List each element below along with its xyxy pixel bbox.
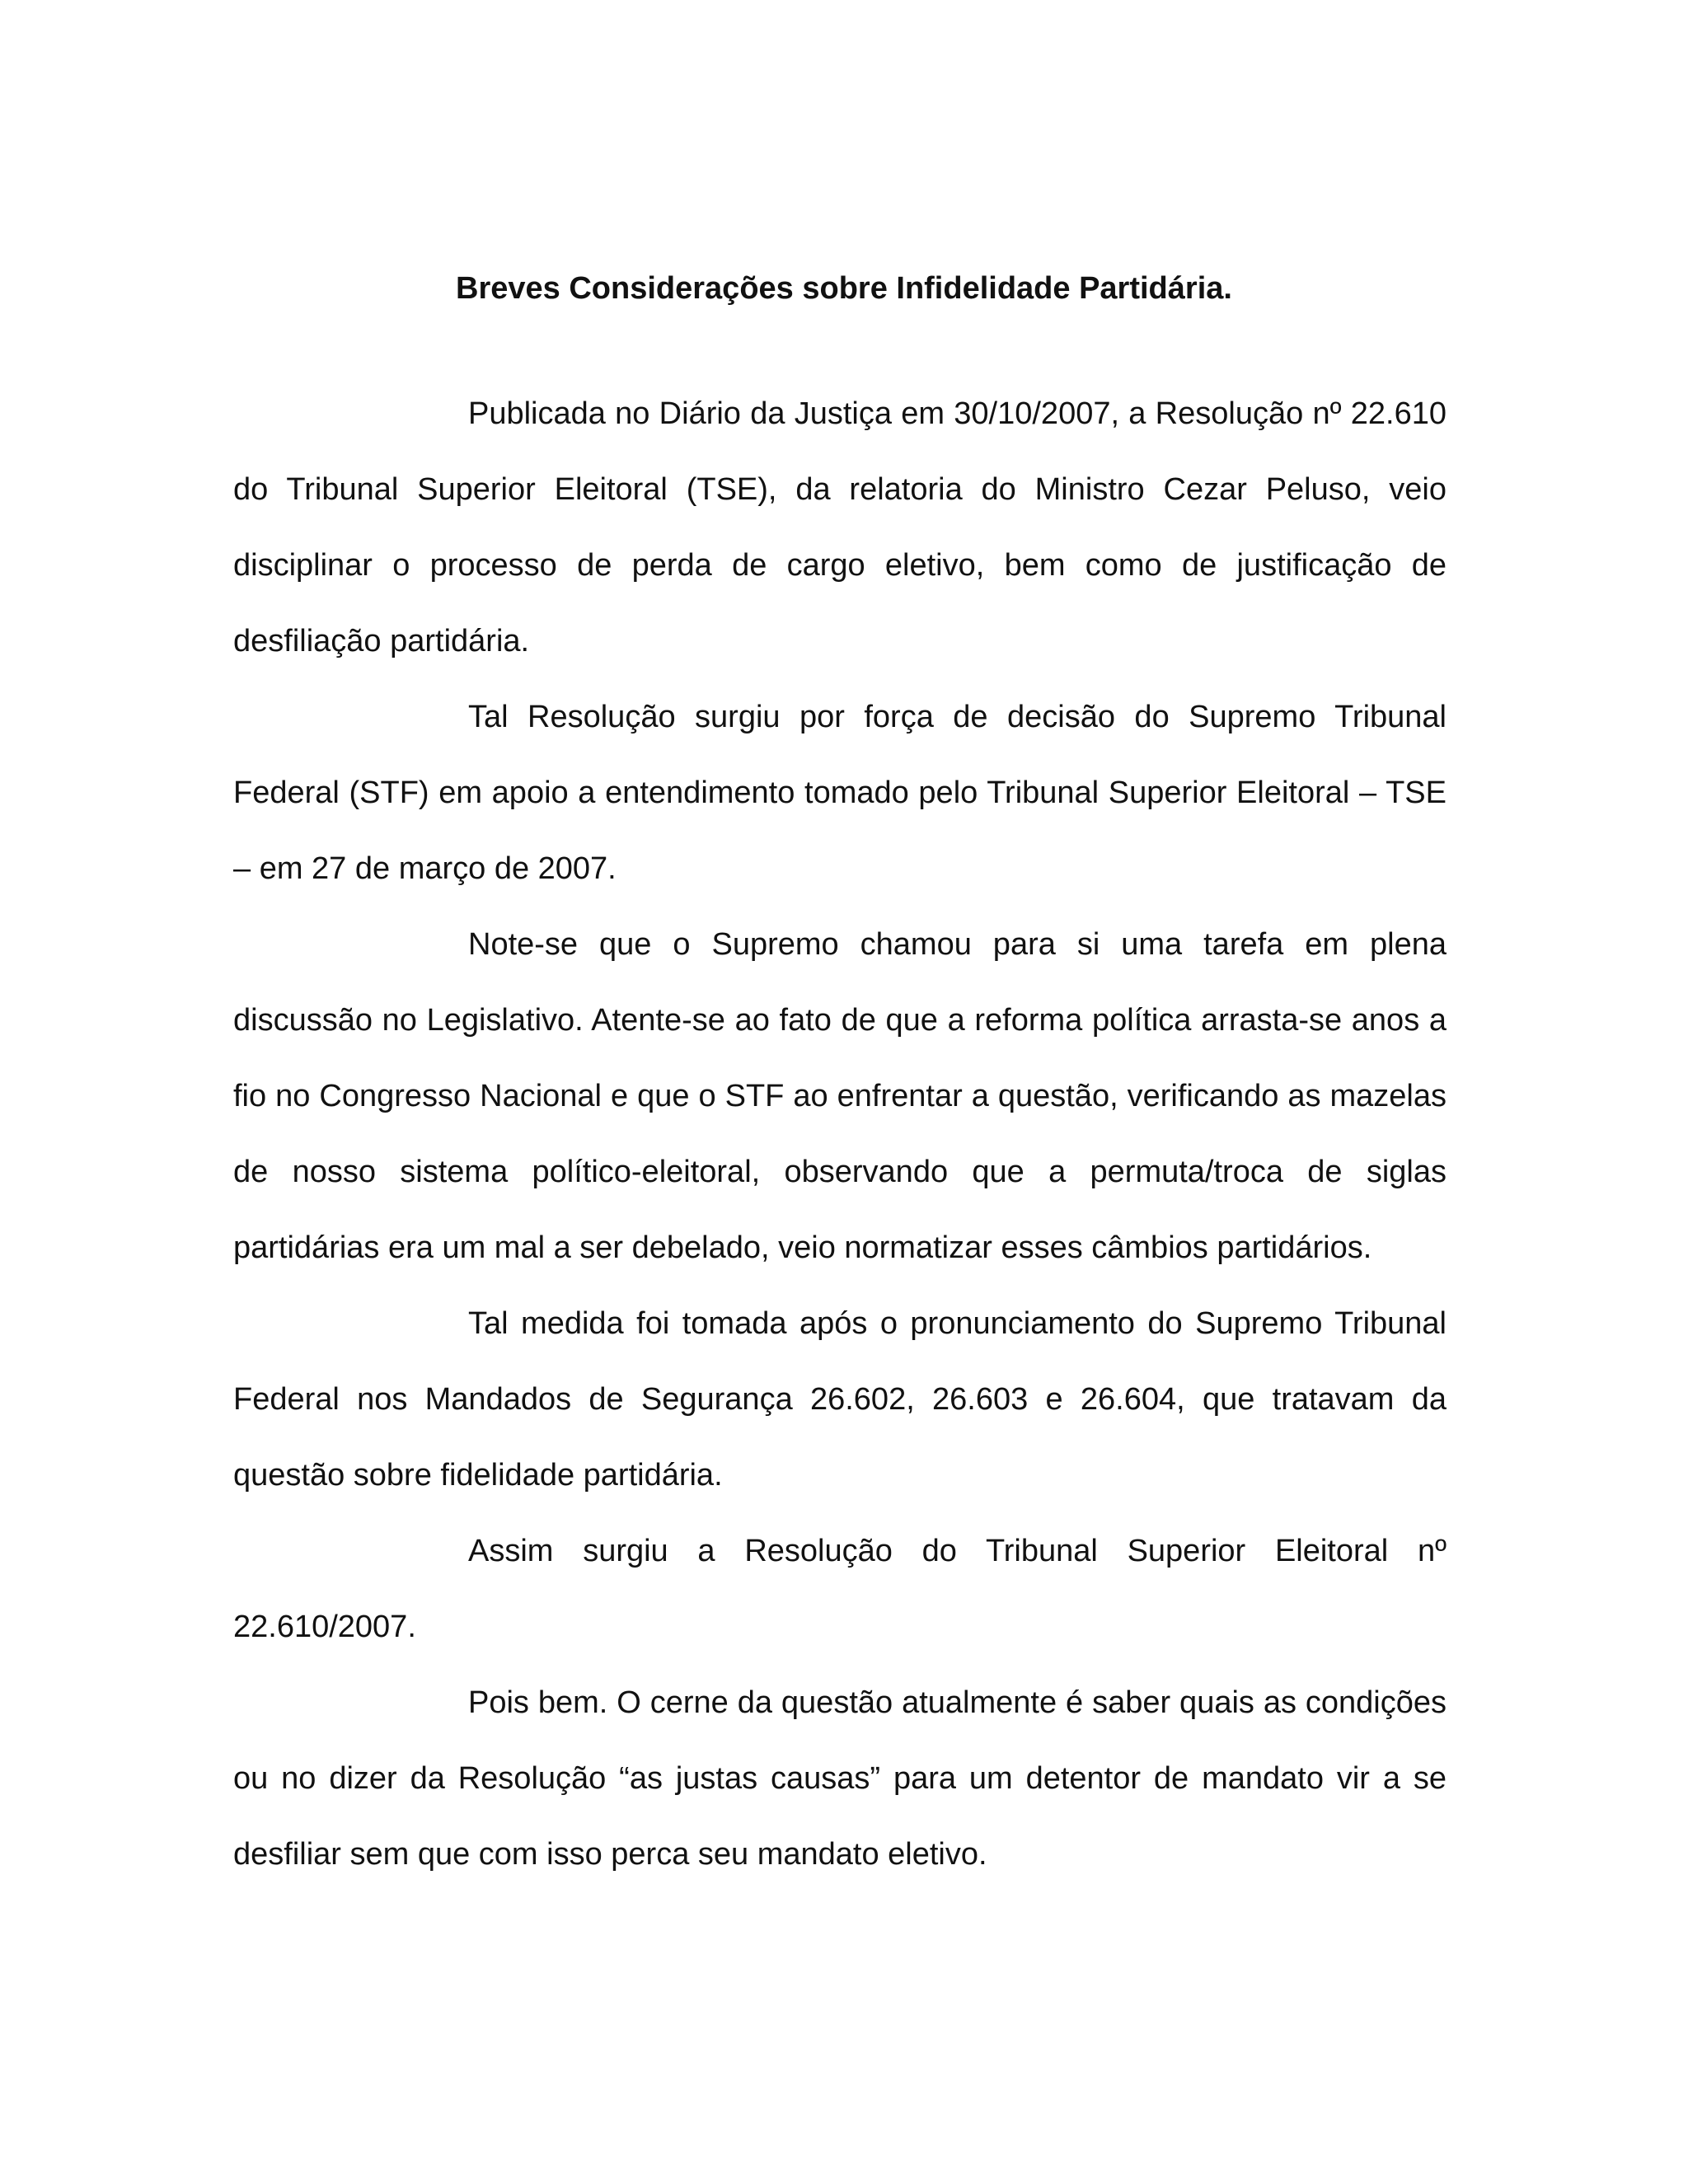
paragraph-3: Note-se que o Supremo chamou para si uma tarefa em plena discussão no Legislativo. Atente-se ao fato de que a reforma política arrasta-se anos a fio no Congresso Nacional e que o STF ao enfrentar a questão, verificando as mazelas de nosso sistema político-eleitoral, observando que a permuta/troca de siglas partidárias era um mal a ser debelado, veio normatizar esses câmbios partidários. bbox=[233, 927, 1447, 1265]
paragraph-2: Tal Resolução surgiu por força de decisão do Supremo Tribunal Federal (STF) em apoio a entendimento tomado pelo Tribunal Superior Eleitoral – TSE – em 27 de março de 2007. bbox=[233, 700, 1447, 886]
paragraph-1: Publicada no Diário da Justiça em 30/10/2007, a Resolução nº 22.610 do Tribunal Superior Eleitoral (TSE), da relatoria do Ministro Cezar Peluso, veio disciplinar o processo de perda de cargo eletivo, bem como de justificação de desfiliação partidária. bbox=[233, 396, 1447, 658]
paragraph-6: Pois bem. O cerne da questão atualmente é saber quais as condições ou no dizer da Resolução “as justas causas” para um detentor de mandato vir a se desfiliar sem que com isso perca seu mandato eletivo. bbox=[233, 1685, 1447, 1872]
document-title: Breves Considerações sobre Infidelidade Partidária. bbox=[456, 271, 1232, 306]
paragraph-4: Tal medida foi tomada após o pronunciamento do Supremo Tribunal Federal nos Mandados de Segurança 26.602, 26.603 e 26.604, que tratavam da questão sobre fidelidade partidária. bbox=[233, 1306, 1447, 1493]
document-body bbox=[233, 376, 1447, 1892]
paragraph-5: Assim surgiu a Resolução do Tribunal Superior Eleitoral nº 22.610/2007. bbox=[233, 1534, 1447, 1644]
